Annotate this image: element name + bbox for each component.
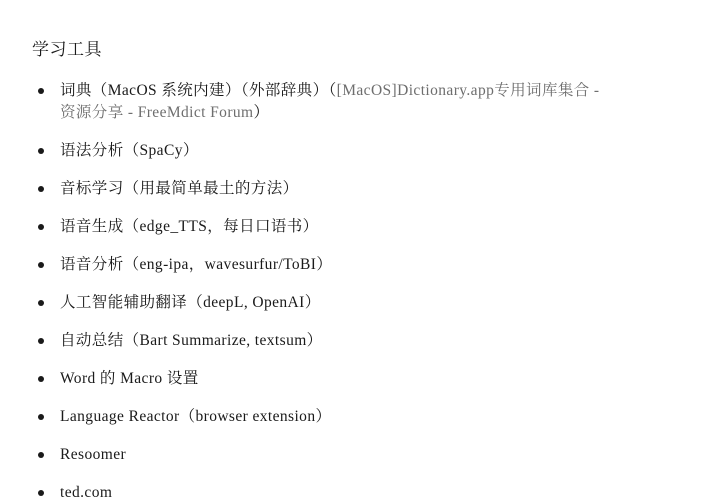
- list-item-label: 语音分析（eng-ipa，wavesurfur/ToBI）: [60, 256, 333, 273]
- list-item: [30, 368, 681, 390]
- bullet-icon: [38, 338, 44, 344]
- list-item: [30, 406, 681, 428]
- list-item: [30, 140, 681, 162]
- bullet-icon: [38, 262, 44, 268]
- list-item-label: 音标学习（用最简单最土的方法）: [60, 180, 299, 197]
- tool-list: [30, 80, 681, 504]
- list-item: [30, 216, 681, 238]
- list-item-link[interactable]: [MacOS]Dictionary.app专用词库集合 -: [336, 82, 600, 99]
- list-item-label: 语法分析（SpaCy）: [60, 142, 199, 159]
- bullet-icon: [38, 88, 44, 94]
- list-item: [30, 292, 681, 314]
- list-item-label: ted.com: [60, 484, 113, 501]
- list-item: [30, 444, 681, 466]
- bullet-icon: [38, 300, 44, 306]
- list-item: [30, 482, 681, 504]
- bullet-icon: [38, 224, 44, 230]
- list-item-link-continued[interactable]: 资源分享 - FreeMdict Forum: [60, 104, 254, 121]
- list-item-label-tail: ）: [253, 104, 270, 121]
- list-item-label: 词典（MacOS 系统内建）（外部辞典）（: [60, 82, 337, 99]
- list-item: [30, 80, 681, 124]
- list-item-label: 自动总结（Bart Summarize, textsum）: [60, 332, 323, 349]
- list-item-label: Resoomer: [60, 446, 127, 463]
- bullet-icon: [38, 186, 44, 192]
- list-item-label: Word 的 Macro 设置: [60, 370, 199, 387]
- list-item: [30, 330, 681, 352]
- bullet-icon: [38, 452, 44, 458]
- bullet-icon: [38, 414, 44, 420]
- list-item: [30, 254, 681, 276]
- list-item-label: Language Reactor（browser extension）: [60, 408, 332, 425]
- list-item-label: 语音生成（edge_TTS，每日口语书）: [60, 218, 319, 235]
- list-item: [30, 178, 681, 200]
- page-title: 学习工具: [32, 40, 102, 59]
- bullet-icon: [38, 490, 44, 496]
- list-item-label: 人工智能辅助翻译（deepL, OpenAI）: [60, 294, 321, 311]
- bullet-icon: [38, 148, 44, 154]
- bullet-icon: [38, 376, 44, 382]
